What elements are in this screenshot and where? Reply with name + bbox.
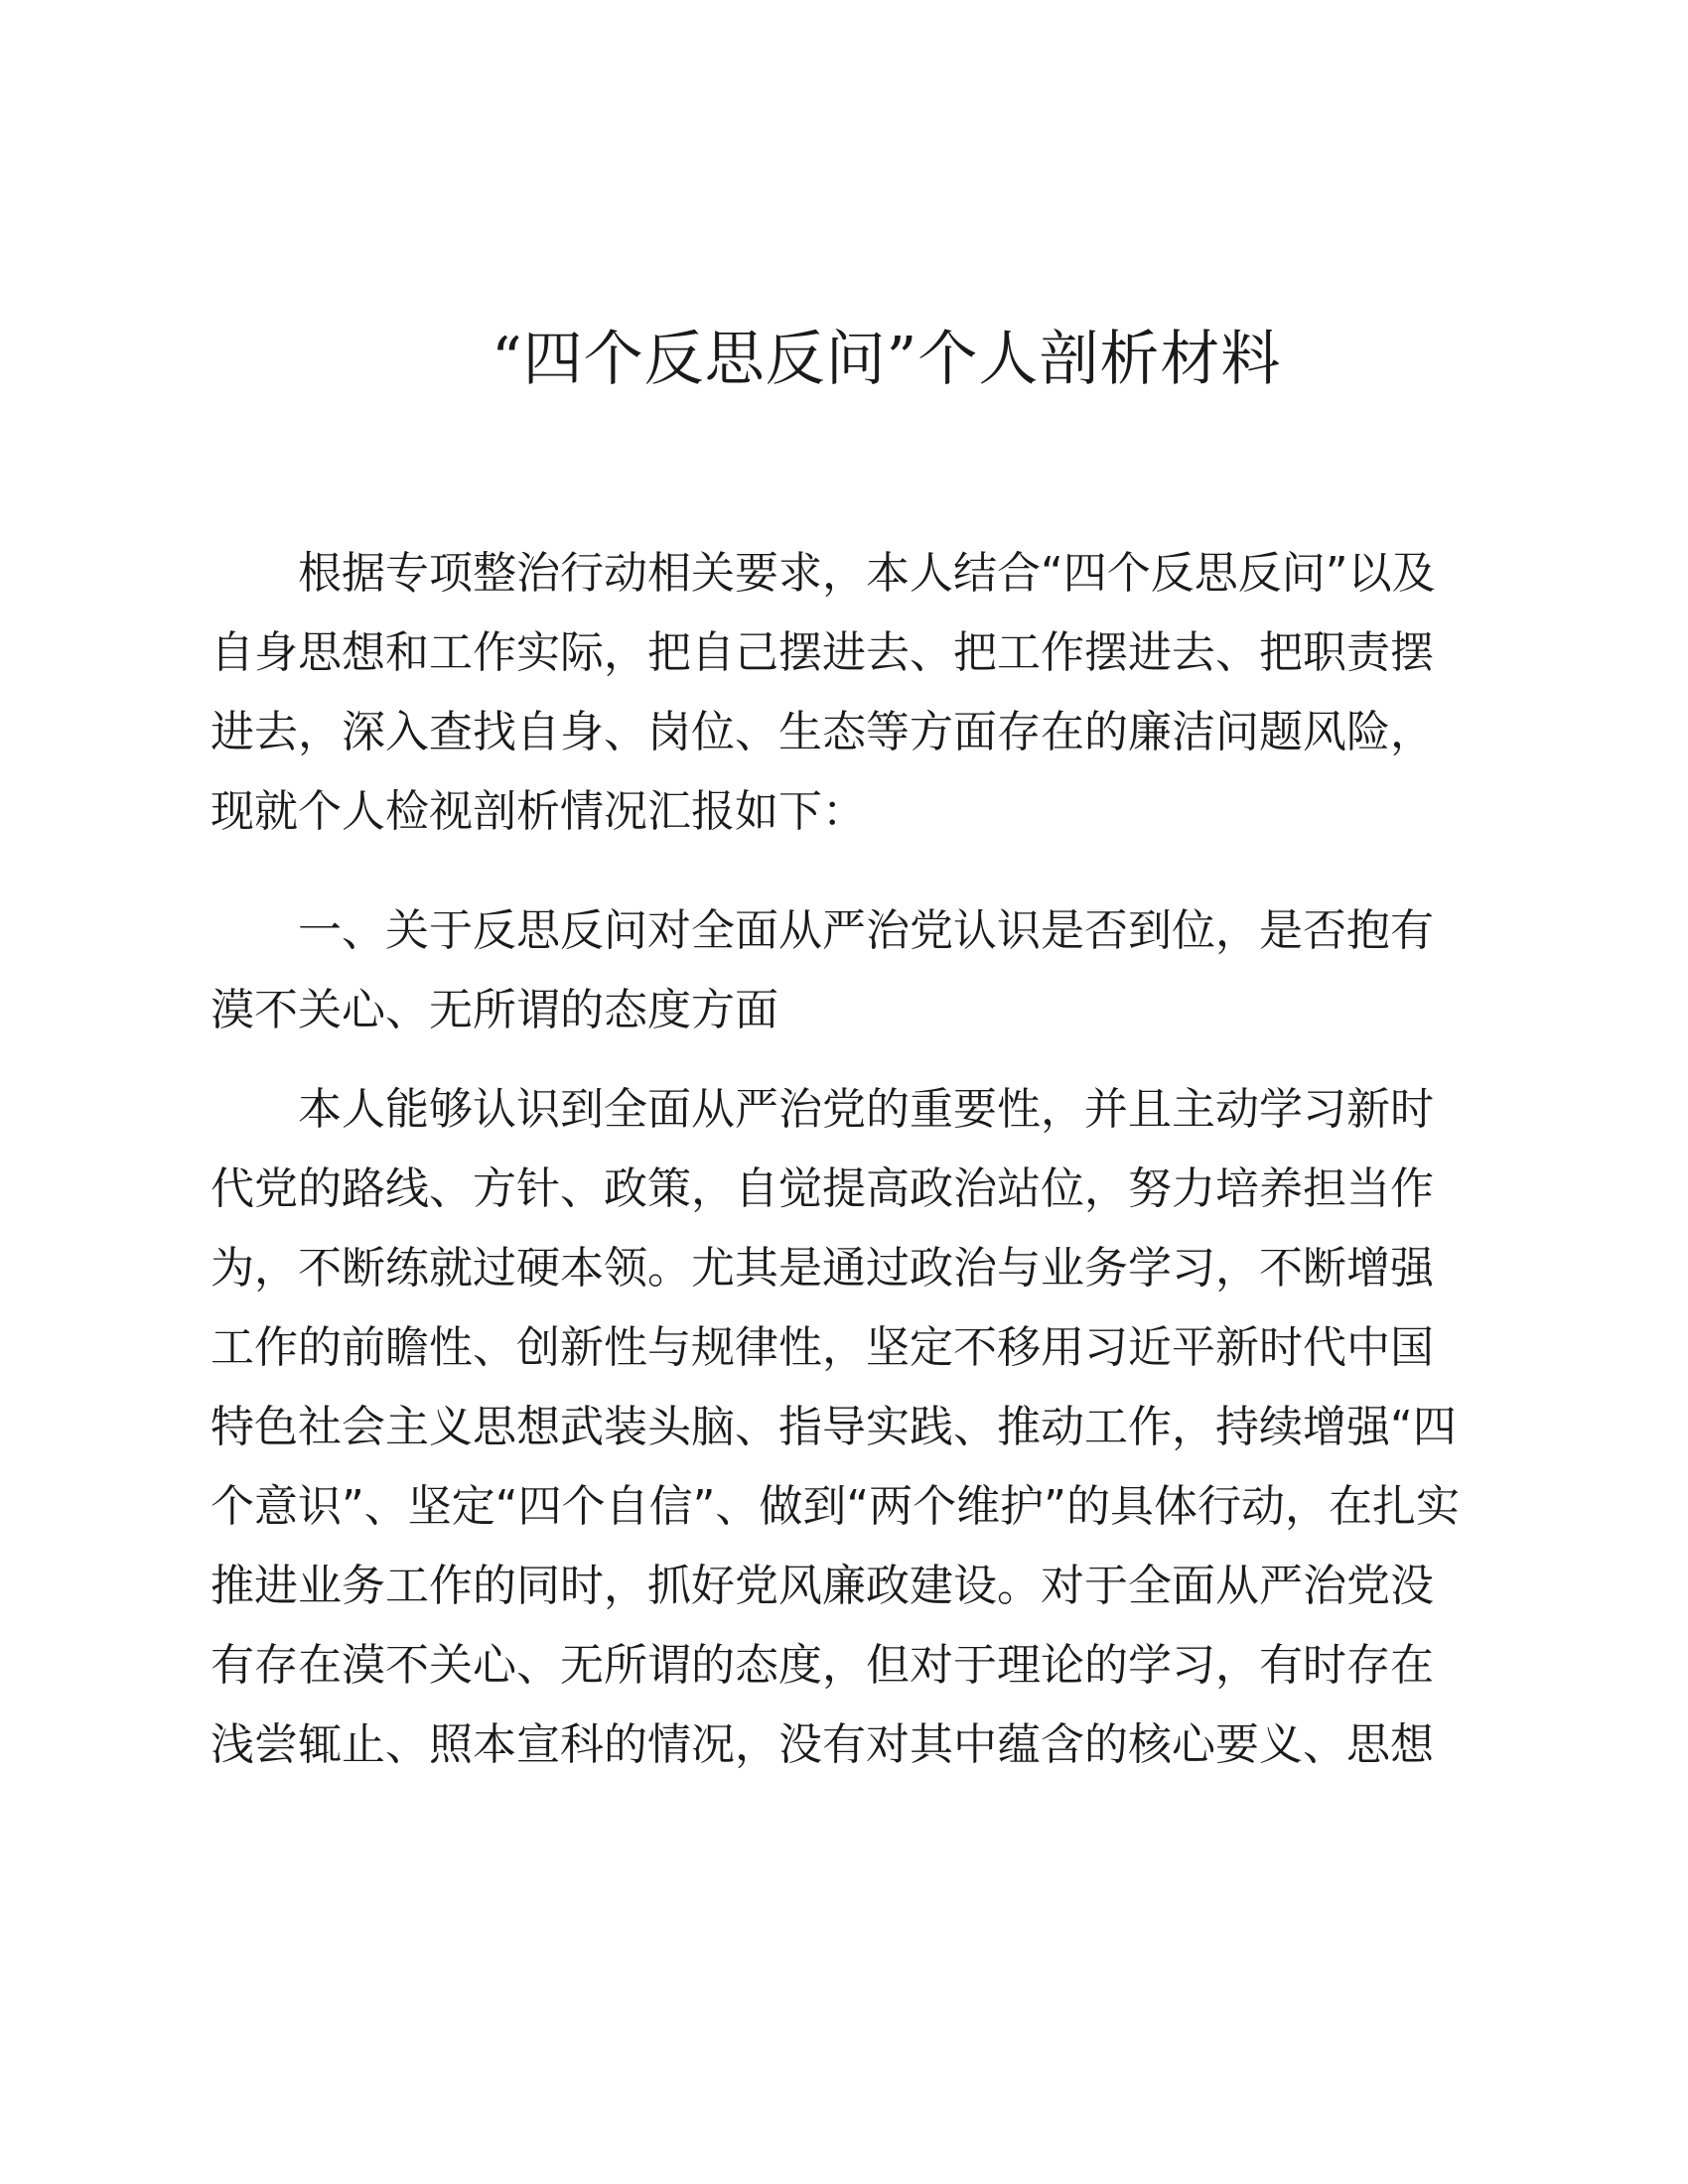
paragraph-line: 推进业务工作的同时，抓好党风廉政建设。对于全面从严治党没 [211,1561,1434,1611]
paragraph-line: 为，不断练就过硬本领。尤其是通过政治与业务学习，不断增强 [211,1243,1434,1294]
paragraph-line: 特色社会主义思想武装头脑、指导实践、推动工作，持续增强“四 [211,1402,1457,1452]
body-paragraph [211,1070,1460,1785]
paragraph-line: 一、关于反思反问对全面从严治党认识是否到位，是否抱有 [298,905,1434,956]
paragraph-line: 代党的路线、方针、政策，自觉提高政治站位，努力培养担当作 [211,1163,1434,1214]
paragraph-line: 自身思想和工作实际，把自己摆进去、把工作摆进去、把职责摆 [211,627,1434,678]
paragraph-line: 工作的前瞻性、创新性与规律性，坚定不移用习近平新时代中国 [211,1322,1434,1373]
page-title: “四个反思反问”个人剖析材料 [492,325,1282,394]
intro-paragraph [211,534,1436,852]
paragraph-line: 漠不关心、无所谓的态度方面 [211,985,778,1035]
paragraph-line: 根据专项整治行动相关要求，本人结合“四个反思反问”以及 [298,548,1436,599]
paragraph-line: 本人能够认识到全面从严治党的重要性，并且主动学习新时 [298,1084,1434,1135]
paragraph-line: 浅尝辄止、照本宣科的情况，没有对其中蕴含的核心要义、思想 [211,1719,1434,1770]
section-heading [211,891,1434,1050]
paragraph-line: 有存在漠不关心、无所谓的态度，但对于理论的学习，有时存在 [211,1640,1434,1691]
paragraph-line: 现就个人检视剖析情况汇报如下： [211,786,866,837]
paragraph-line: 进去，深入查找自身、岗位、生态等方面存在的廉洁问题风险， [211,707,1434,757]
paragraph-line: 个意识”、坚定“四个自信”、做到“两个维护”的具体行动，在扎实 [211,1481,1460,1532]
